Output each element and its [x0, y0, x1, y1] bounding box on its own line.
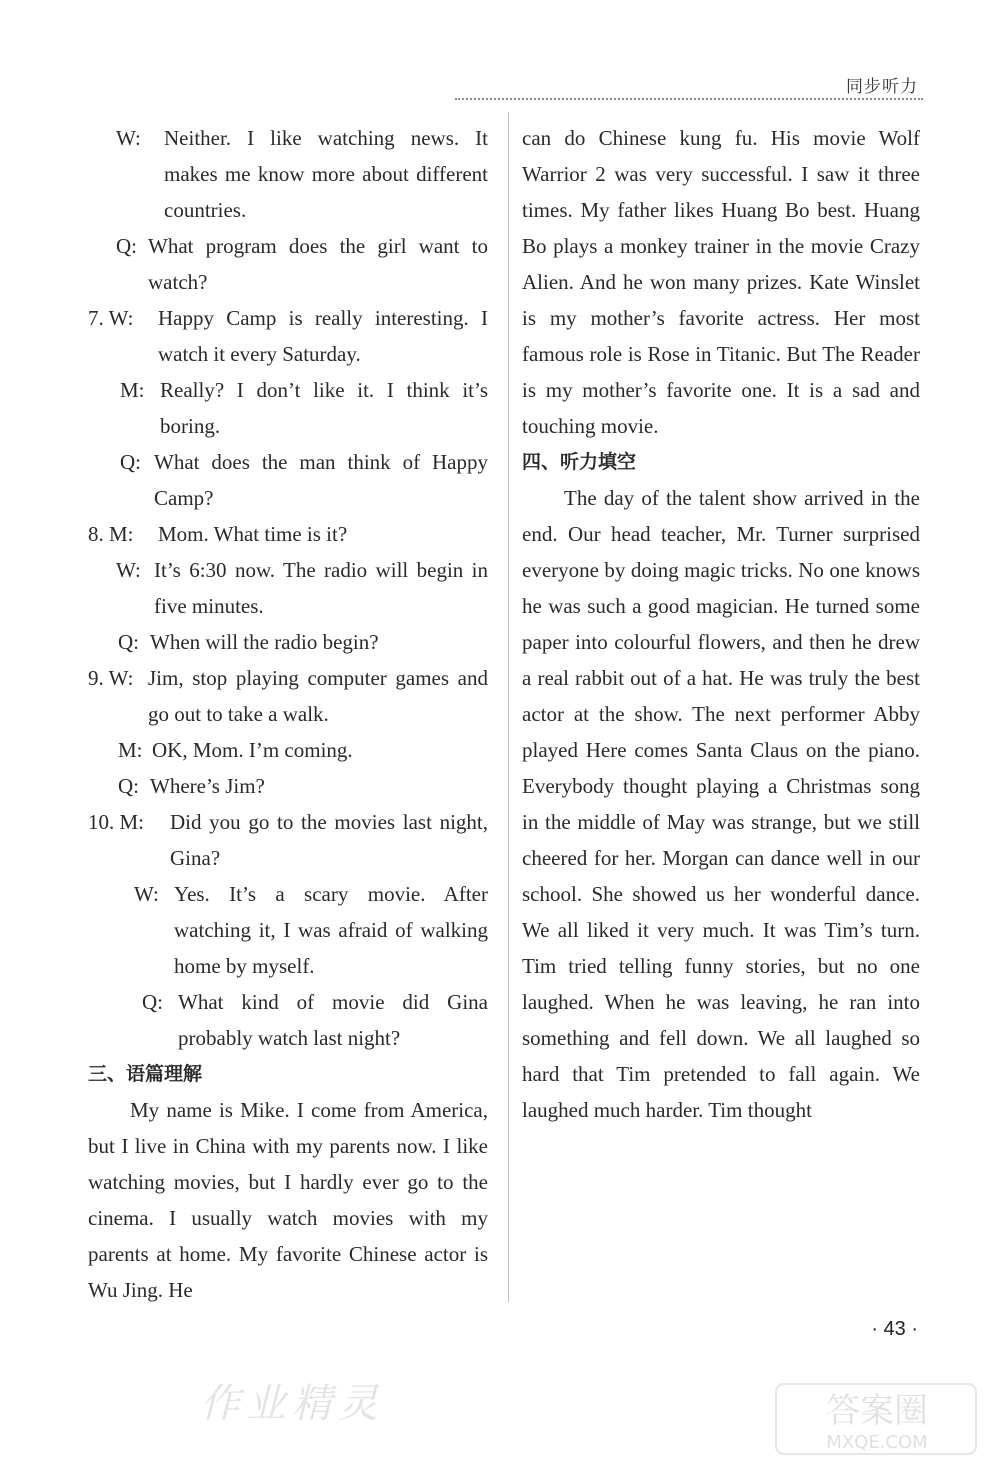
line-text: Mom. What time is it? — [158, 522, 348, 546]
section-3-paragraph: My name is Mike. I come from America, but I live in China with my parents now. I like watching movies, but I hardly ever go to the cinema. I usually watch movies with my parents at home. My favorite Chinese actor is Wu Jing. He — [88, 1098, 488, 1302]
speaker-label: 10. M: — [88, 810, 145, 834]
line-text: Really? I don’t like it. I think it’s boring. — [160, 378, 488, 438]
dialogue-line — [88, 552, 488, 624]
line-text: Yes. It’s a scary movie. After watching it, I was afraid of walking home by myself. — [174, 882, 488, 978]
running-header: 同步听力 — [846, 77, 918, 97]
speaker-label: W: — [116, 126, 141, 150]
speaker-label: M: — [120, 378, 145, 402]
dialogue-line — [88, 120, 488, 228]
dialogue-line — [88, 516, 488, 552]
dialogue-line — [88, 804, 488, 876]
line-text: OK, Mom. I’m coming. — [152, 738, 353, 762]
line-text: Neither. I like watching news. It makes me know more about different countries. — [164, 126, 488, 222]
watermark-text: 作业精灵 — [200, 1381, 384, 1427]
section-3-paragraph-continued: can do Chinese kung fu. His movie Wolf Warrior 2 was very successful. I saw it three times. My father likes Huang Bo best. Huang Bo plays a monkey trainer in the movie Crazy Alien. And he won many prizes. Kate Winslet is my mother’s favorite actress. Her most famous role is Rose in Titanic. But The Reader is my mother’s favorite one. It is a sad and touching movie. — [522, 126, 920, 438]
speaker-label: Q: — [118, 774, 139, 798]
dialogue-line — [88, 372, 488, 444]
line-text: Did you go to the movies last night, Gina? — [170, 810, 488, 870]
dialogue-line — [88, 876, 488, 984]
dialogue-line — [88, 444, 488, 516]
watermark-logo-url: MXQE.COM — [826, 1432, 928, 1453]
dialogue-line — [88, 732, 488, 768]
dialogue-line — [88, 660, 488, 732]
line-text: When will the radio begin? — [150, 630, 379, 654]
section-4-paragraph: The day of the talent show arrived in the end. Our head teacher, Mr. Turner surprised everyone by doing magic tricks. No one knows he was such a good magician. He turned some paper into colourful flowers, and then he drew a real rabbit out of a hat. He was truly the best actor at the show. The next performer Abby played Here comes Santa Claus on the piano. Everybody thought playing a Christmas song in the middle of May was strange, but we still cheered for her. Morgan can dance well in our school. She showed us her wonderful dance. We all liked it very much. It was Tim’s turn. Tim tried telling funny stories, but no one laughed. When he was leaving, he ran into something and fell down. We all laughed so hard that Tim pretended to fall again. We laughed much harder. Tim thought — [522, 486, 920, 1122]
speaker-label: M: — [118, 738, 143, 762]
line-text: What kind of movie did Gina probably watch last night? — [178, 990, 488, 1050]
line-text: What does the man think of Happy Camp? — [154, 450, 488, 510]
speaker-label: 7. W: — [88, 306, 134, 330]
watermark-logo-text: 答案圈 — [826, 1391, 928, 1431]
column-divider — [508, 112, 509, 1302]
section-heading-4: 四、听力填空 — [522, 451, 637, 473]
header-rule — [455, 98, 923, 100]
dialogue-line — [88, 300, 488, 372]
speaker-label: W: — [116, 558, 141, 582]
section-heading-3: 三、语篇理解 — [88, 1063, 203, 1085]
speaker-label: Q: — [116, 234, 137, 258]
speaker-label: 8. M: — [88, 522, 134, 546]
line-text: It’s 6:30 now. The radio will begin in five minutes. — [154, 558, 488, 618]
watermark-logo — [772, 1380, 982, 1458]
dialogue-line — [88, 228, 488, 300]
left-column — [88, 120, 488, 1308]
dialogue-line — [88, 984, 488, 1056]
speaker-label: 9. W: — [88, 666, 134, 690]
page-number: · 43 · — [871, 1318, 918, 1340]
line-text: Where’s Jim? — [150, 774, 265, 798]
speaker-label: Q: — [120, 450, 141, 474]
speaker-label: W: — [134, 882, 159, 906]
line-text: What program does the girl want to watch? — [148, 234, 488, 294]
line-text: Happy Camp is really interesting. I watch it every Saturday. — [158, 306, 488, 366]
speaker-label: Q: — [118, 630, 139, 654]
speaker-label: Q: — [142, 990, 163, 1014]
right-column — [522, 120, 920, 1128]
line-text: Jim, stop playing computer games and go out to take a walk. — [148, 666, 488, 726]
dialogue-line — [88, 624, 488, 660]
dialogue-line — [88, 768, 488, 804]
